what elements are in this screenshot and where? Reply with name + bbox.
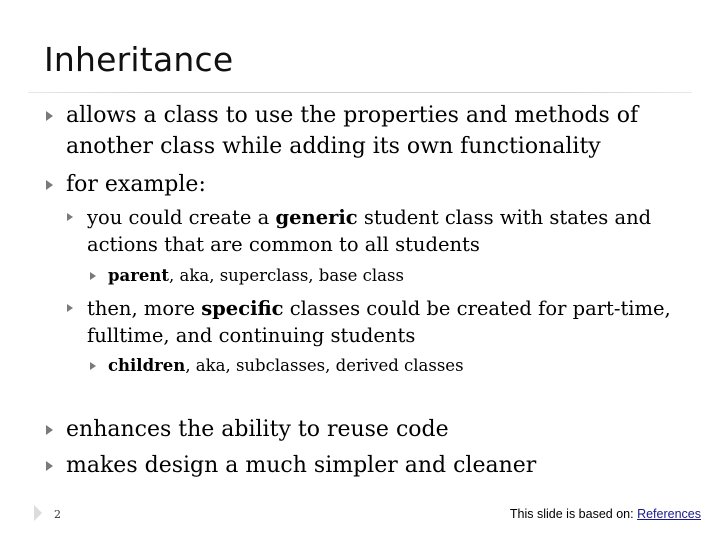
- bullet-for-example: [66, 169, 666, 200]
- bullet-marker-icon: [46, 111, 53, 121]
- bullet-text: children, aka, subclasses, derived classes: [108, 356, 464, 375]
- bullet-text: then, more specific classes could be created for part-time, fulltime, and continuing students: [87, 297, 671, 347]
- bullet-simpler-design: [66, 450, 666, 481]
- bullet-marker-icon: [90, 362, 96, 370]
- bullet-children-aka: [108, 355, 648, 377]
- bullet-marker-icon: [46, 425, 53, 435]
- bullet-marker-icon: [67, 213, 73, 221]
- slide-title: Inheritance: [44, 40, 234, 79]
- slide-number: 2: [54, 508, 61, 521]
- bullet-specific-classes: [87, 295, 687, 349]
- bullet-marker-icon: [46, 461, 53, 471]
- footer-arrow-icon: [34, 505, 42, 521]
- bullet-text: allows a class to use the properties and methods of another class while adding its own functionality: [66, 103, 639, 159]
- bullet-text: for example:: [66, 172, 206, 197]
- source-credit: [510, 507, 701, 521]
- references-link[interactable]: References: [637, 507, 701, 521]
- bullet-text: parent, aka, superclass, base class: [108, 266, 404, 285]
- bullet-generic-student-class: [87, 204, 667, 258]
- bullet-parent-aka: [108, 265, 648, 287]
- title-divider: [28, 92, 692, 93]
- bullet-text: enhances the ability to reuse code: [66, 417, 449, 442]
- bullet-marker-icon: [46, 180, 53, 190]
- bullet-text: makes design a much simpler and cleaner: [66, 453, 537, 478]
- bullet-reuse-code: [66, 414, 666, 445]
- bullet-marker-icon: [90, 272, 96, 280]
- bullet-marker-icon: [67, 304, 73, 312]
- bullet-inheritance-definition: [66, 100, 666, 162]
- bullet-text: you could create a generic student class with states and actions that are common to all students: [87, 206, 652, 256]
- credit-label: This slide is based on:: [509, 507, 638, 521]
